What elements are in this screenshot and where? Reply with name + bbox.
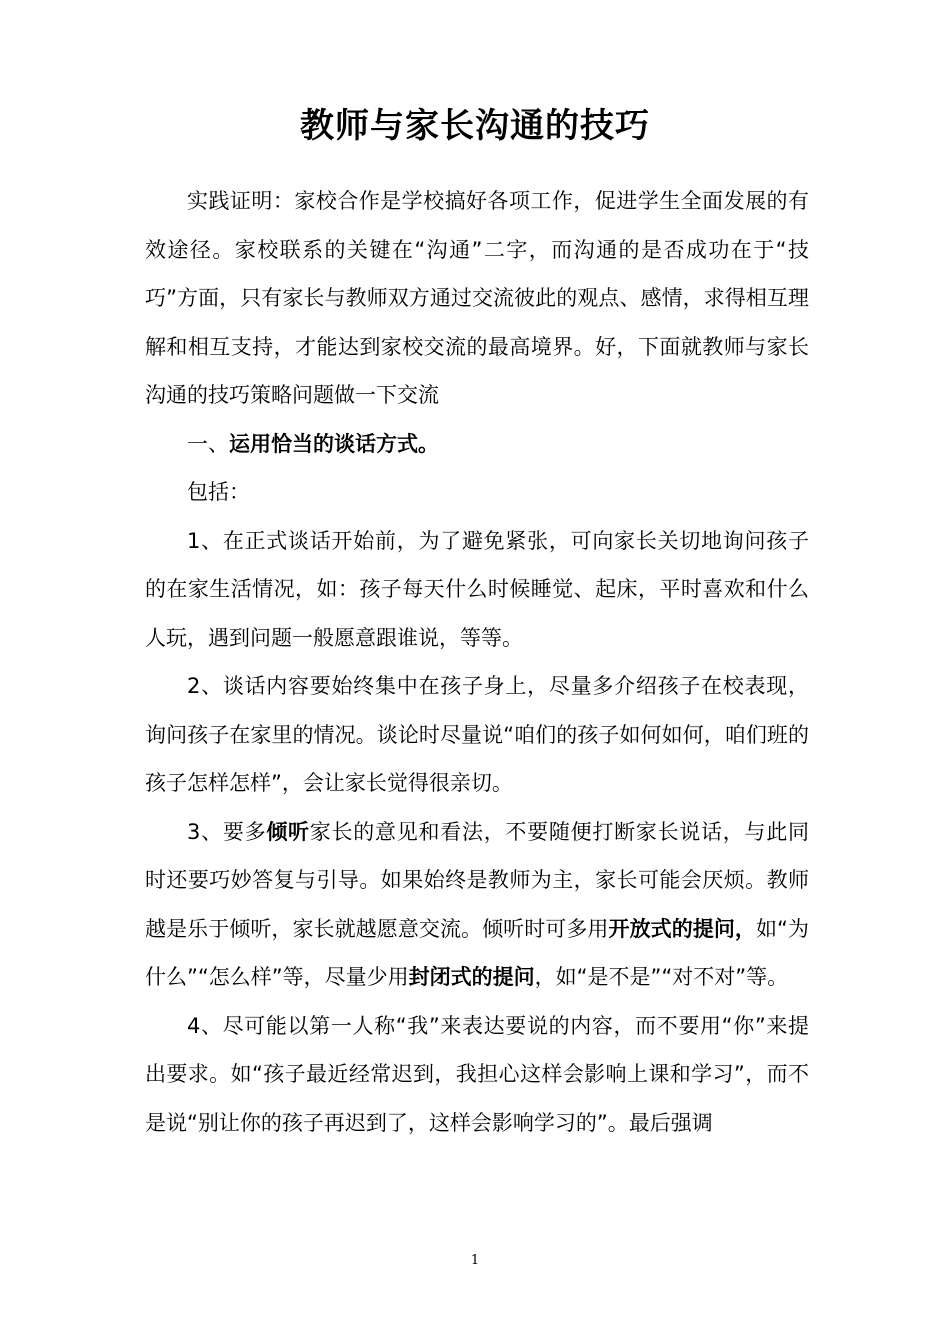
includes-label: 包括： [187,480,250,504]
item3-bold-closed-question: 封闭式的提问 [408,965,535,989]
item3-text-c: 如“为什么”“怎么样”等，尽量少用 [145,916,809,989]
list-item-4: 4、尽可能以第一人称“我”来表达要说的内容，而不要用“你”来提出要求。如“孩子最近经常迟到，我担心这样会影响上课和学习”，而不是说“别让你的孩子再迟到了，这样会影响学习的”。最后强调 [145,1013,809,1135]
list-item-1: 1、在正式谈话开始前，为了避免紧张，可向家长关切地询问孩子的在家生活情况，如：孩子每天什么时候睡觉、起床，平时喜欢和什么人玩，遇到问题一般愿意跟谁说，等等。 [145,528,809,650]
item3-text-b: 家长的意见和看法，不要随便打断家长说话，与此同时还要巧妙答复与引导。如果始终是教师为主，家长可能会厌烦。教师越是乐于倾听，家长就越愿意交流。倾听时可多用 [145,819,810,941]
item3-text-d: ，如“是不是”“对不对”等。 [534,965,789,989]
document-body [145,177,809,1147]
item3-text-a: 3、要多 [187,819,267,844]
section-number: 一、 [187,431,229,456]
section-heading [145,420,809,469]
page-title: 教师与家长沟通的技巧 [300,106,650,146]
page-number: 1 [470,1253,480,1268]
item3-bold-listen: 倾听 [266,819,310,844]
intro-paragraph: 实践证明：家校合作是学校搞好各项工作，促进学生全面发展的有效途径。家校联系的关键在“沟通”二字，而沟通的是否成功在于“技巧”方面，只有家长与教师双方通过交流彼此的观点、感情，求得相互理解和相互支持，才能达到家校交流的最高境界。好，下面就教师与家长沟通的技巧策略问题做一下交流 [145,189,809,407]
list-item-3 [145,808,809,1002]
list-item-2: 2、谈话内容要始终集中在孩子身上，尽量多介绍孩子在校表现，询问孩子在家里的情况。谈论时尽量说“咱们的孩子如何如何，咱们班的孩子怎样怎样”，会让家长觉得很亲切。 [145,674,809,795]
item3-bold-open-question: 开放式的提问， [608,916,756,941]
section-heading-text: 运用恰当的谈话方式。 [229,431,439,456]
